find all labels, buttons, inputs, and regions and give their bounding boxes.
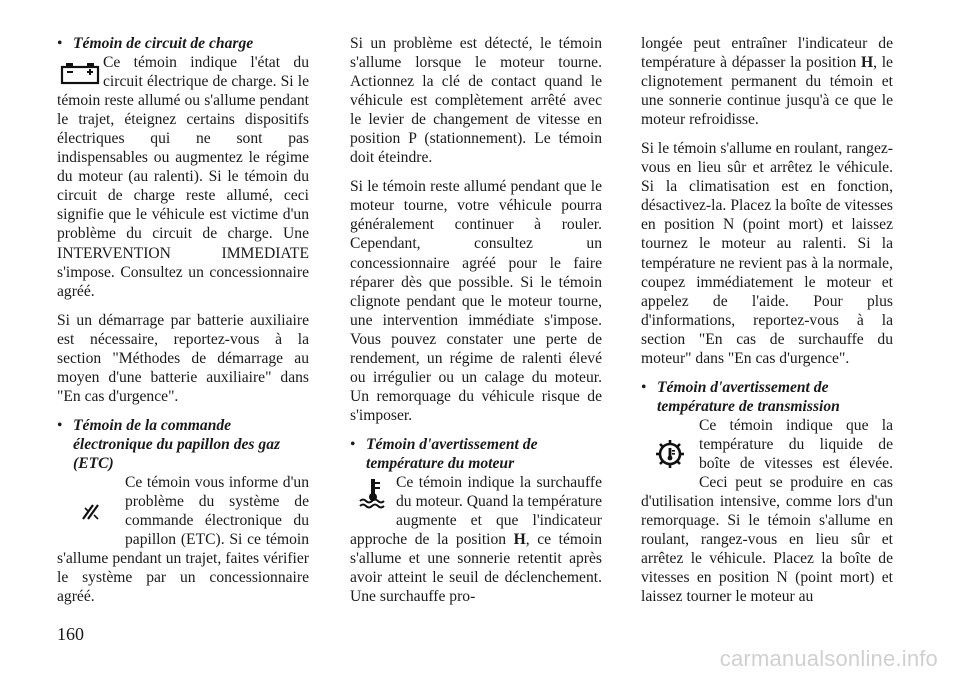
watermark: carmanualsonline.info (719, 646, 938, 671)
bullet: • (641, 378, 647, 396)
transmission-temperature-icon (641, 416, 699, 492)
col3-paragraph-2: Si le témoin s'allume en roulant, rangez-vous en lieu sûr et arrêtez le véhicule. Si la climatisation est en fonction, désactivez-la. Placez la boîte de vitesses en position N (point mort) et laissez tournez le moteur au ralenti. Si la température ne revient pas à la normale, coupez immédiatement le moteur et appelez de l'aide. Pour plus d'informations, reportez-vous à la section "En cas de surchauffe du moteur" dans "En cas d'urgence". (641, 140, 893, 367)
trans-temp-heading: • Témoin d'avertissement de température de transmission (641, 378, 840, 415)
trans-temp-paragraph: Ce témoin indique que la température du liquide de boîte de vitesses est élevée. Ceci peut se produire en cas d'utilisation intensive, comme lors d'un remorquage. Si le témoin s'allume en roulant, rangez-vous en lieu sûr et arrêtez le véhicule. Placez la boîte de vitesses en position N (point mort) et laissez tourner le moteur au (641, 416, 893, 606)
column-1 (57, 34, 309, 616)
bullet: • (57, 416, 63, 434)
charge-paragraph-1: Ce témoin indique l'état du circuit électrique de charge. Si le témoin reste allumé ou s'allume pendant le trajet, éteignez certains dispositifs électriques qui ne sont pas indispensables ou augmentez le régime du moteur (au ralenti). Si le témoin du circuit de charge reste allumé, ceci signifie que le véhicule est victime d'un problème du circuit de charge. Une INTERVENTION IMMEDIATE s'impose. Consultez un concessionnaire agréé. (57, 54, 309, 300)
page-number: 160 (57, 624, 84, 644)
engine-temp-heading: • Témoin d'avertissement de température du moteur (350, 435, 538, 472)
charge-heading: • Témoin de circuit de charge (57, 35, 254, 52)
engine-temperature-icon (350, 473, 396, 513)
col2-paragraph-1: Si un problème est détecté, le témoin s'allume lorsque le moteur tourne. Actionnez la clé de contact quand le véhicule est complètement arrêté avec le levier de changement de vitesse en position P (stationnement). Le témoin doit éteindre. (350, 35, 602, 167)
bullet: • (350, 435, 356, 453)
etc-paragraph: Ce témoin vous informe d'un problème du système de commande électronique du papillon (ETC). Si ce témoin s'allume pendant un trajet, faites vérifier le système par un concessionnaire agréé. (57, 474, 309, 606)
col3-paragraph-1: longée peut entraîner l'indicateur de température à dépasser la position H, le clignotement permanent du témoin et une sonnerie continue jusqu'à ce que le moteur refroidisse. (641, 35, 893, 129)
engine-temp-paragraph: Ce témoin indique la surchauffe du moteur. Quand la température augmente et que l'indicateur approche de la position H, ce témoin s'allume et une sonnerie retentit après avoir atteint le seuil de déclenchement. Une surchauffe pro- (350, 474, 602, 606)
bullet: • (57, 35, 63, 52)
column-2 (350, 34, 602, 616)
charge-paragraph-2: Si un démarrage par batterie auxiliaire est nécessaire, reportez-vous à la section "Méthodes de démarrage au moyen d'une batterie auxiliaire" dans "En cas d'urgence". (57, 311, 309, 405)
col2-paragraph-2: Si le témoin reste allumé pendant que le moteur tourne, votre véhicule pourra généralement continuer à rouler. Cependant, consultez un concessionnaire agréé pour le faire réparer dès que possible. Si le témoin clignote pendant que le moteur tourne, une intervention immédiate s'impose. Vous pouvez constater une perte de rendement, un régime de ralenti élevé ou irrégulier ou un calage du moteur. Un remorquage du véhicule risque de s'imposer. (350, 178, 602, 424)
etc-heading: • Témoin de la commande électronique du papillon des gaz (ETC) (57, 416, 281, 472)
battery-icon (57, 55, 103, 91)
column-3 (641, 34, 893, 616)
throttle-control-icon (57, 473, 125, 549)
